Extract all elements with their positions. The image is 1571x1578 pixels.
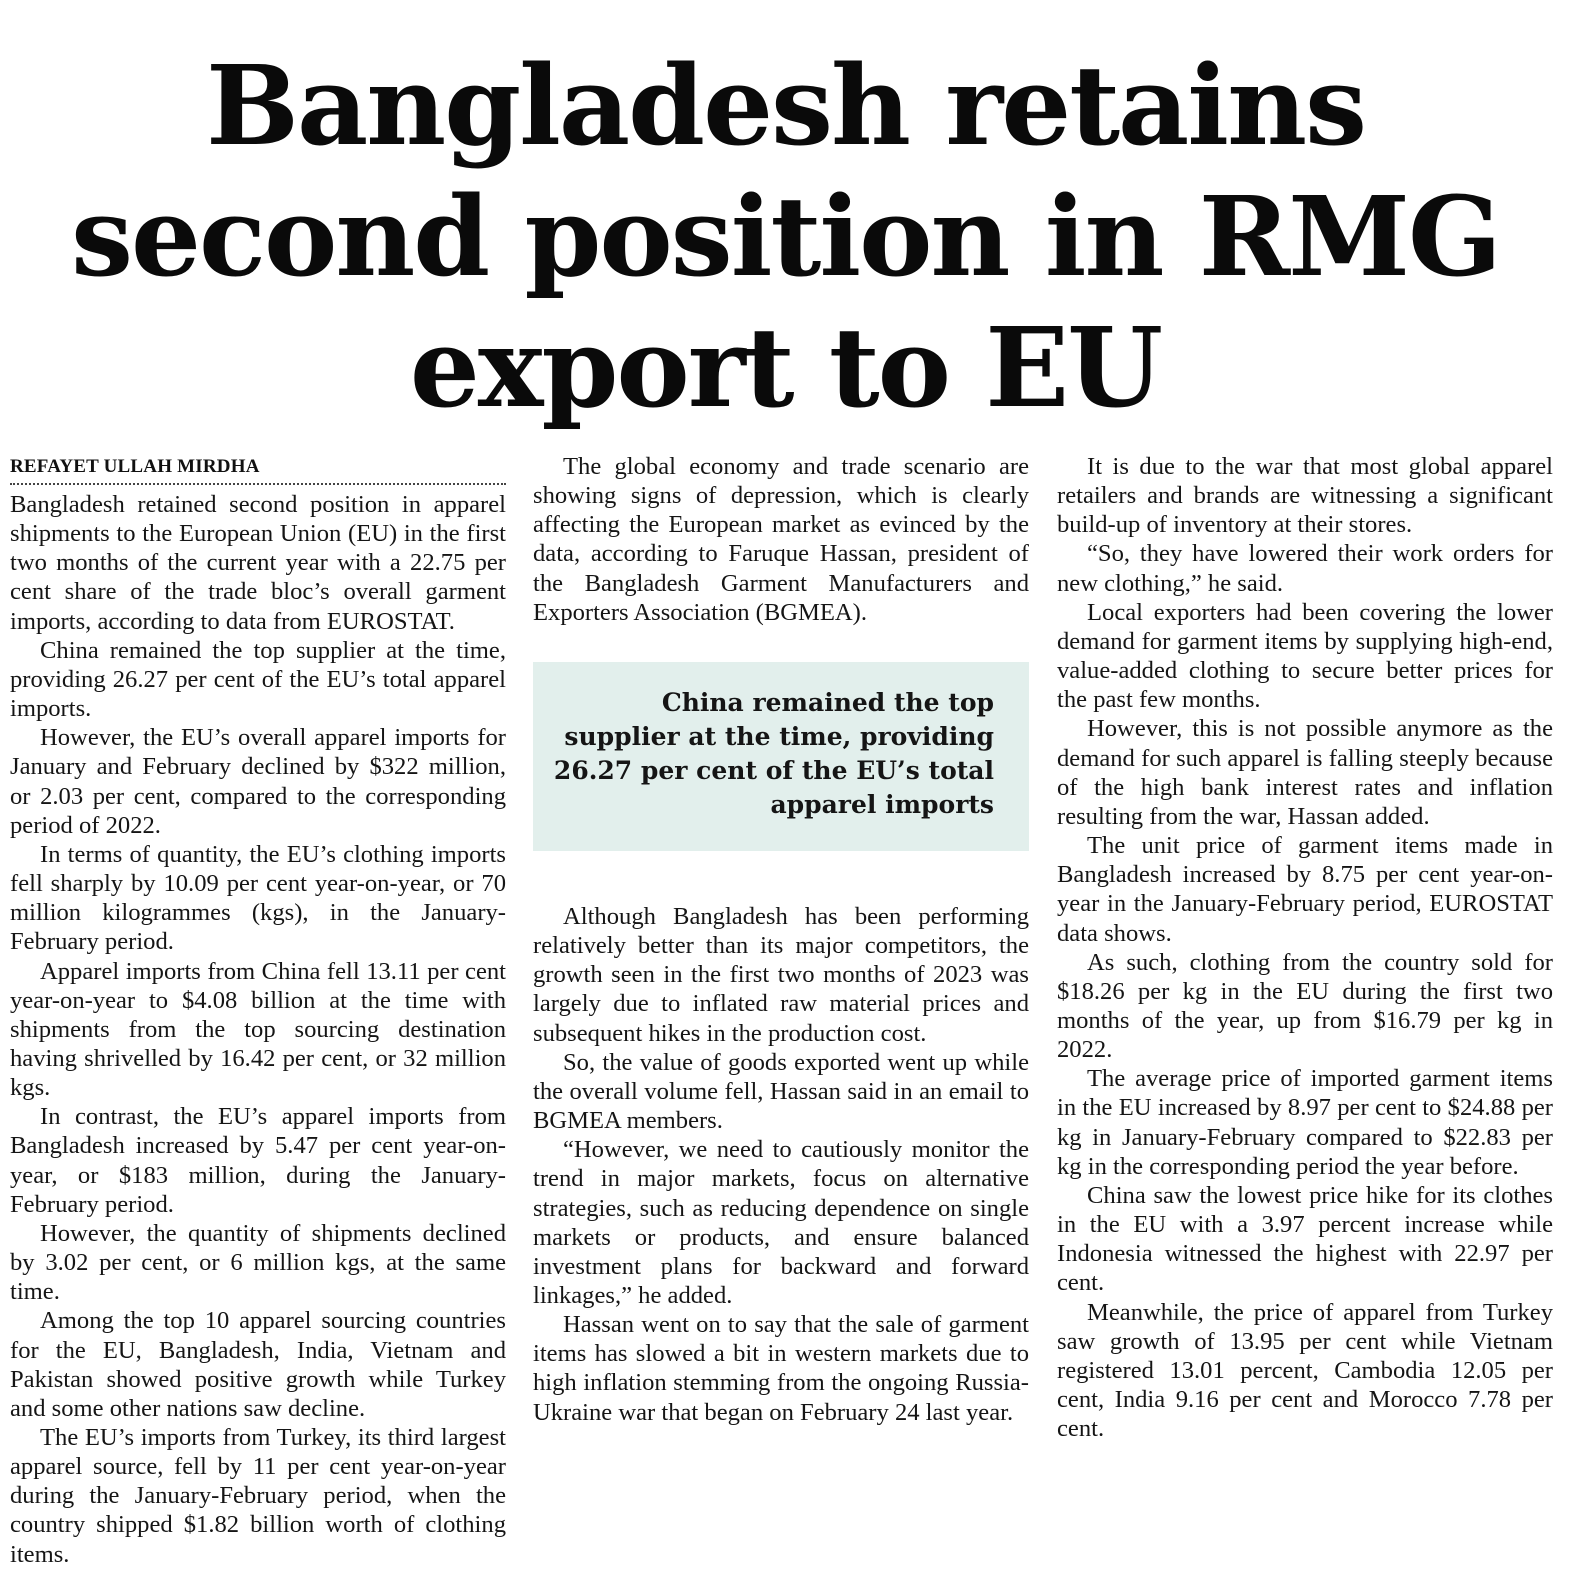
article-paragraph: The global economy and trade scenario are showing signs of depression, which is clearly affecting the European market as evinced by the data, according to Faruque Hassan, president of the Bangladesh Garment Manufacturers and Exporters Association (BGMEA). [533,453,1029,626]
article-column-1 [10,452,506,1569]
byline: REFAYET ULLAH MIRDHA [10,452,506,485]
article-paragraph: However, the quantity of shipments declined by 3.02 per cent, or 6 million kgs, at the same time. [10,1219,506,1306]
article-paragraph: The average price of imported garment items in the EU increased by 8.97 per cent to $24.88 per kg in January-February compared to $22.83 per kg in the corresponding period the year before. [1057,1065,1553,1180]
headline [0,40,1571,433]
article-paragraph: However, the EU’s overall apparel imports for January and February declined by $322 million, or 2.03 per cent, compared to the corresponding period of 2022. [10,724,506,839]
article-paragraph: However, this is not possible anymore as the demand for such apparel is falling steeply because of the high bank interest rates and inflation resulting from the war, Hassan added. [1057,715,1553,830]
pull-quote-text: China remained the top supplier at the time, providing 26.27 per cent of the EU’s total apparel imports [553,687,994,819]
article-paragraph: So, the value of goods exported went up while the overall volume fell, Hassan said in an email to BGMEA members. [533,1048,1029,1135]
article-paragraph: Among the top 10 apparel sourcing countries for the EU, Bangladesh, India, Vietnam and Pakistan showed positive growth while Turkey and some other nations saw decline. [10,1307,506,1422]
headline-line-2: second position in RMG [71,172,1500,301]
article-column-2 [533,452,1029,1427]
headline-line-3: export to EU [409,303,1162,432]
article-paragraph: China remained the top supplier at the time, providing 26.27 per cent of the EU’s total apparel imports. [10,636,506,723]
article-paragraph: Local exporters had been covering the lower demand for garment items by supplying high-end, value-added clothing to secure better prices for the past few months. [1057,598,1553,714]
article-paragraph: “So, they have lowered their work orders for new clothing,” he said. [1057,540,1553,597]
article-paragraph: China saw the lowest price hike for its clothes in the EU with a 3.97 percent increase while Indonesia witnessed the highest with 22.97 per cent. [1057,1181,1553,1297]
article-paragraph: Hassan went on to say that the sale of garment items has slowed a bit in western markets due to high inflation stemming from the ongoing Russia-Ukraine war that began on February 24 last year. [533,1311,1029,1426]
article-paragraph: As such, clothing from the country sold for $18.26 per kg in the EU during the first two months of the year, up from $16.79 per kg in 2022. [1057,948,1553,1064]
pull-quote-box [533,662,1029,851]
article-paragraph: Although Bangladesh has been performing relatively better than its major competitors, the growth seen in the first two months of 2023 was largely due to inflated raw material prices and subsequent hikes in the production cost. [533,902,1029,1047]
article-paragraph: It is due to the war that most global apparel retailers and brands are witnessing a significant build-up of inventory at their stores. [1057,453,1553,539]
article-paragraph: The unit price of garment items made in Bangladesh increased by 8.75 per cent year-on-year in the January-February period, EUROSTAT data shows. [1057,832,1553,947]
article-paragraph: The EU’s imports from Turkey, its third largest apparel source, fell by 11 per cent year-on-year during the January-February period, when the country shipped $1.82 billion worth of clothing items. [10,1424,506,1568]
article-paragraph: Apparel imports from China fell 13.11 per cent year-on-year to $4.08 billion at the time with shipments from the top sourcing destination having shrivelled by 16.42 per cent, or 32 million kgs. [10,957,506,1102]
article-paragraph: “However, we need to cautiously monitor the trend in major markets, focus on alternative strategies, such as reducing dependence on single markets or products, and ensure balanced investment plans for backward and forward linkages,” he added. [533,1136,1029,1309]
article-paragraph: In terms of quantity, the EU’s clothing imports fell sharply by 10.09 per cent year-on-year, or 70 million kilogrammes (kgs), in the January-February period. [10,840,506,956]
article-paragraph: In contrast, the EU’s apparel imports from Bangladesh increased by 5.47 per cent year-on-year, or $183 million, during the January-February period. [10,1103,506,1218]
article-paragraph: Meanwhile, the price of apparel from Turkey saw growth of 13.95 per cent while Vietnam registered 13.01 percent, Cambodia 12.05 per cent, India 9.16 per cent and Morocco 7.78 per cent. [1057,1298,1553,1443]
article-paragraph: Bangladesh retained second position in apparel shipments to the European Union (EU) in the first two months of the current year with a 22.75 per cent share of the trade bloc’s overall garment imports, according to data from EUROSTAT. [10,491,506,635]
article-column-3 [1057,452,1553,1443]
headline-line-1: Bangladesh retains [205,41,1365,170]
